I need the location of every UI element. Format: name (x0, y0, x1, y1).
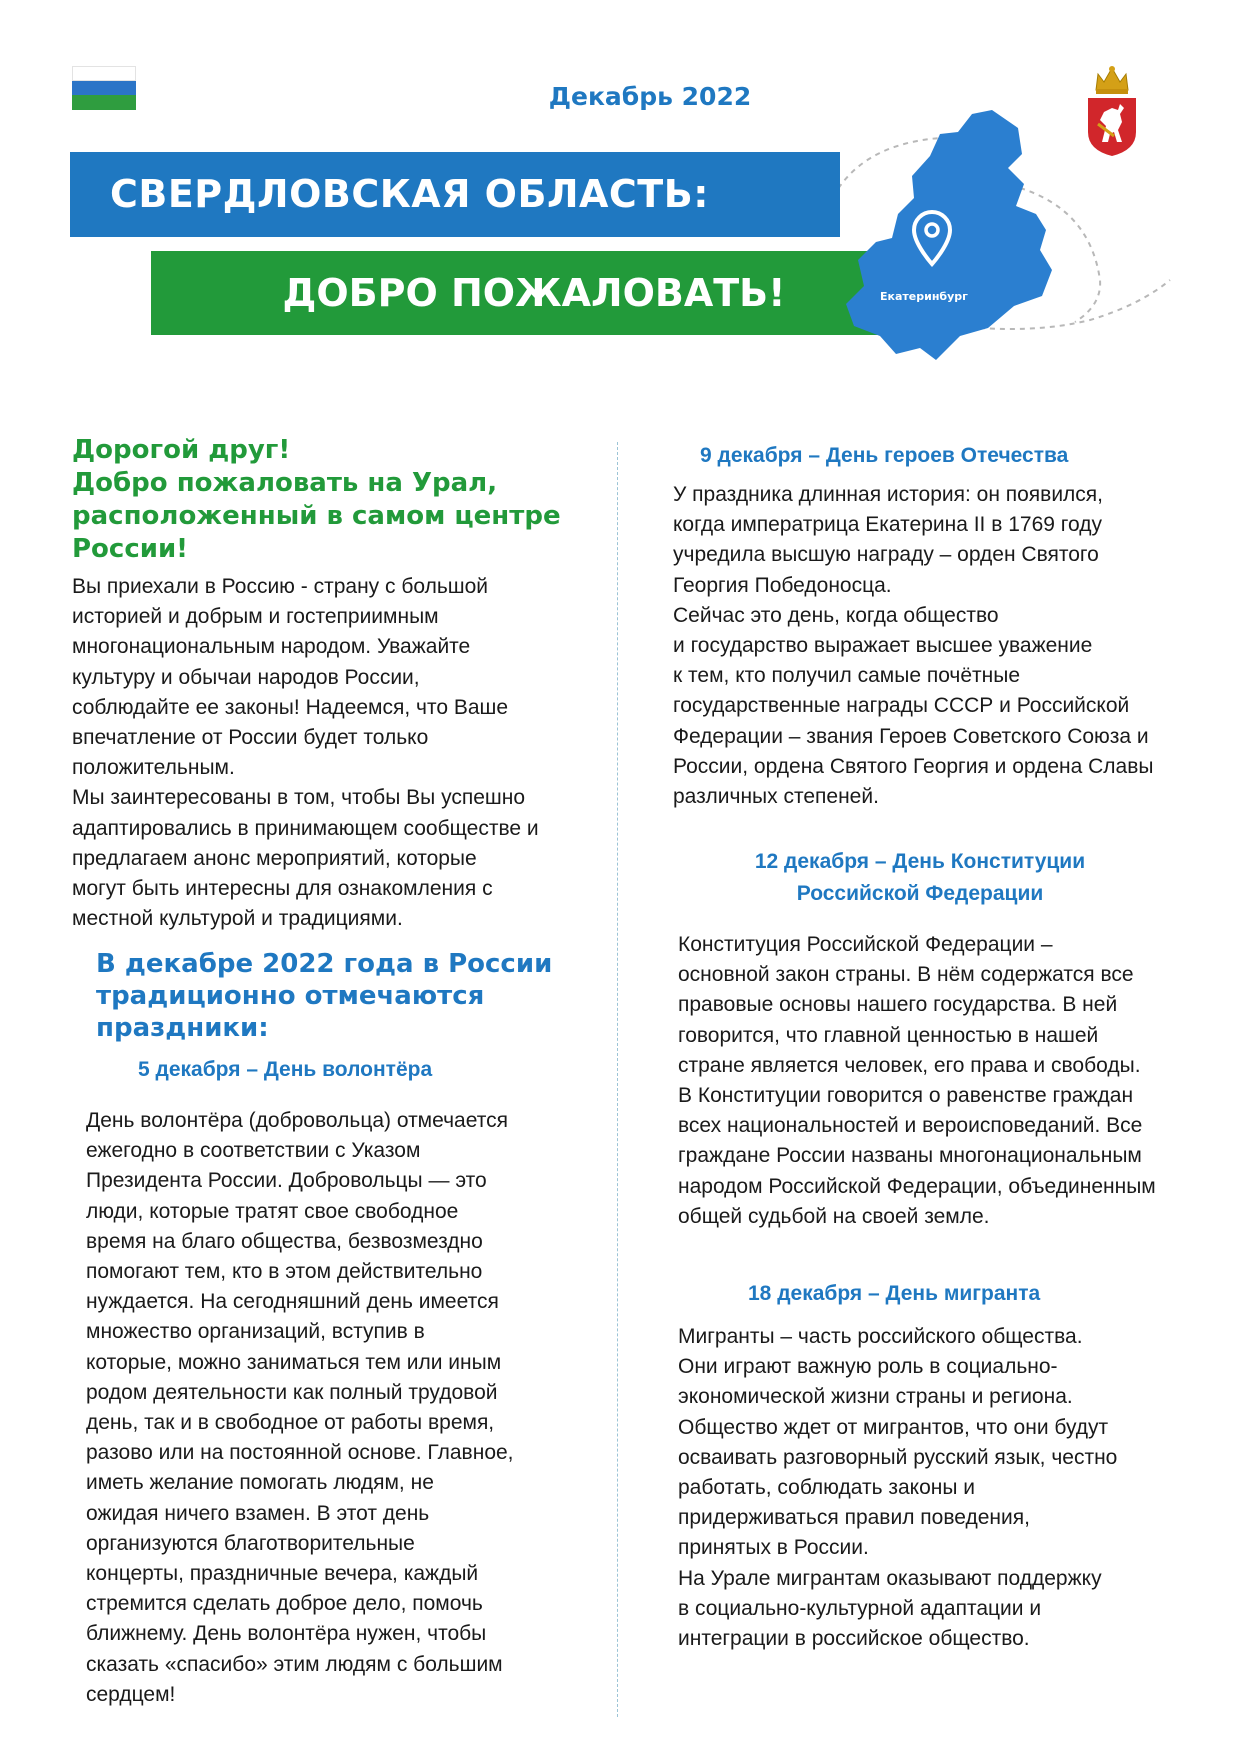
text-line: концерты, праздничные вечера, каждый (86, 1562, 479, 1586)
text-line: местной культурой и традициями. (72, 907, 403, 931)
text-line: к тем, кто получил самые почётные (673, 664, 1021, 688)
event-title-migrant-day: 18 декабря – День мигранта (748, 1282, 1041, 1305)
text-line: помогают тем, кто в этом действительно (86, 1260, 483, 1284)
text-line: всех национальностей и вероисповеданий. Все (678, 1114, 1143, 1138)
text-line: Конституция Российской Федерации – (678, 933, 1053, 956)
text-line: интеграции в российское общество. (678, 1627, 1030, 1651)
text-line: адаптировались в принимающем сообществе и (72, 816, 539, 840)
text-line: Сейчас это день, когда общество (673, 603, 999, 627)
heading-line: праздники: (96, 1013, 269, 1043)
text-line: в социально-культурной адаптации и (678, 1596, 1042, 1620)
heading-line: В декабре 2022 года в России (96, 949, 553, 979)
text-line: России, ордена Святого Георгия и ордена Славы (673, 754, 1154, 778)
title-line2: ДОБРО ПОЖАЛОВАТЬ! (282, 271, 786, 315)
flag-green-stripe (72, 95, 136, 110)
text-line: различных степеней. (673, 785, 879, 809)
text-line: Георгия Победоносца. (673, 573, 892, 597)
text-line: принятых в России. (678, 1536, 869, 1560)
column-divider (617, 442, 618, 1717)
greeting-heading (72, 434, 612, 566)
text-line: и государство выражает высшее уважение (673, 634, 1093, 658)
greeting-line: Добро пожаловать на Урал, (72, 468, 498, 498)
text-line: многонациональным народом. Уважайте (72, 635, 471, 659)
text-line: Федерации – звания Героев Советского Союза и (673, 724, 1149, 748)
text-line: общей судьбой на своей земле. (678, 1204, 990, 1228)
sverdlovsk-flag-icon (72, 66, 136, 110)
text-line: стремится сделать доброе дело, помочь (86, 1592, 483, 1616)
text-line: Мы заинтересованы в том, чтобы Вы успешно (72, 786, 526, 810)
text-line: экономической жизни страны и региона. (678, 1385, 1073, 1409)
text-line: впечатление от России будет только (72, 726, 429, 750)
text-line: основной закон страны. В нём содержатся все (678, 963, 1134, 987)
text-line: множество организаций, вступив в (86, 1320, 425, 1344)
text-line: когда императрица Екатерина II в 1769 году (673, 513, 1102, 537)
text-line: работать, соблюдать законы и (678, 1476, 976, 1500)
text-line: разово или на постоянной основе. Главное, (86, 1441, 514, 1465)
text-line: могут быть интересны для ознакомления с (72, 877, 493, 901)
text-line: ближнему. День волонтёра нужен, чтобы (86, 1622, 487, 1646)
text-line: которые, можно заниматься тем или иным (86, 1350, 502, 1374)
text-line: Они играют важную роль в социально- (678, 1355, 1058, 1379)
event-title-volunteer-day: 5 декабря – День волонтёра (138, 1058, 433, 1081)
flag-white-stripe (72, 66, 136, 81)
title-banner-blue (70, 152, 840, 237)
title-banner-green (151, 251, 917, 335)
text-line: придерживаться правил поведения, (678, 1506, 1030, 1530)
heading-line: традиционно отмечаются (96, 981, 485, 1011)
text-line: сердцем! (86, 1682, 176, 1706)
text-line: положительным. (72, 756, 235, 780)
text-line: говорится, что главной ценностью в нашей (678, 1023, 1099, 1047)
greeting-line: Дорогой друг! (72, 435, 291, 465)
map-city-label: Екатеринбург (880, 290, 968, 303)
text-line: день, так и в свободное от работы время, (86, 1411, 495, 1435)
event-text-volunteer-day (86, 1106, 616, 1710)
text-line: культуру и обычаи народов России, (72, 665, 420, 689)
text-line: правовые основы нашего государства. В ней (678, 993, 1118, 1017)
text-line: народом Российской Федерации, объединенным (678, 1174, 1156, 1198)
text-line: люди, которые тратят свое свободное (86, 1199, 459, 1223)
text-line: предлагаем анонс мероприятий, которые (72, 846, 477, 870)
event-title-heroes-day: 9 декабря – День героев Отечества (700, 444, 1069, 467)
event-text-constitution-day (678, 930, 1233, 1232)
event-text-heroes-day (673, 480, 1233, 812)
text-line: соблюдайте ее законы! Надеемся, что Ваше (72, 695, 509, 719)
text-line: ожидая ничего взамен. В этот день (86, 1501, 430, 1525)
event-title-constitution-day (660, 846, 1180, 910)
text-line: учредила высшую награду – орден Святого (673, 543, 1099, 567)
text-line: Мигранты – часть российского общества. (678, 1325, 1083, 1348)
text-line: организуются благотворительные (86, 1531, 415, 1555)
text-line: стране является человек, его права и свободы. (678, 1053, 1141, 1077)
text-line: ежегодно в соответствии с Указом (86, 1139, 421, 1163)
text-line: осваивать разговорный русский язык, честно (678, 1445, 1118, 1469)
issue-month: Декабрь 2022 (548, 82, 752, 111)
text-line: государственные награды СССР и Российской (673, 694, 1130, 718)
text-line: На Урале мигрантам оказывают поддержку (678, 1566, 1102, 1590)
text-line: Президента России. Добровольцы — это (86, 1169, 487, 1193)
text-line: В Конституции говорится о равенстве граждан (678, 1084, 1134, 1108)
title-line1: СВЕРДЛОВСКАЯ ОБЛАСТЬ: (110, 172, 709, 216)
text-line: иметь желание помогать людям, не (86, 1471, 434, 1495)
text-line: День волонтёра (добровольца) отмечается (86, 1109, 508, 1132)
text-line: У праздника длинная история: он появился, (673, 483, 1104, 506)
text-line: Общество ждет от мигрантов, что они будут (678, 1415, 1109, 1439)
intro-paragraph (72, 572, 617, 934)
text-line: историей и добрым и гостеприимным (72, 605, 439, 629)
text-line: Вы приехали в Россию - страну с большой (72, 575, 489, 598)
greeting-line: России! (72, 534, 189, 564)
text-line: родом деятельности как полный трудовой (86, 1380, 498, 1404)
region-map-icon (840, 110, 1185, 370)
holidays-heading (96, 948, 616, 1044)
text-line: сказать «спасибо» этим людям с большим (86, 1652, 503, 1676)
text-line: нуждается. На сегодняшний день имеется (86, 1290, 499, 1314)
event-text-migrant-day (678, 1322, 1233, 1654)
title-line: 12 декабря – День Конституции (754, 850, 1086, 873)
flag-blue-stripe (72, 81, 136, 96)
title-line: Российской Федерации (796, 882, 1044, 905)
greeting-line: расположенный в самом центре (72, 501, 561, 531)
text-line: граждане России названы многонациональным (678, 1144, 1142, 1168)
text-line: время на благо общества, безвозмездно (86, 1229, 483, 1253)
